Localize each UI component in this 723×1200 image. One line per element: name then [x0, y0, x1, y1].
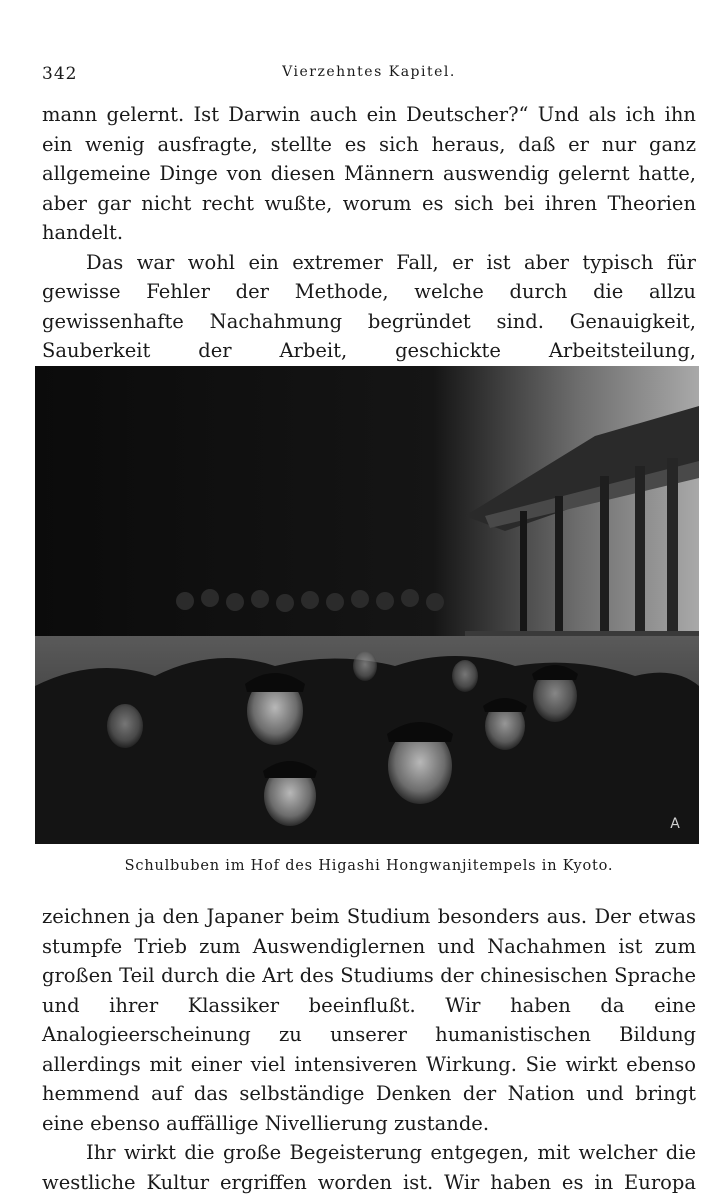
paragraph: mann gelernt. Ist Darwin auch ein Deutscher?“ Und als ich ihn ein wenig ausfragte, stellte es sich heraus, daß er nur ganz allgemeine Dinge von diesen Männern auswendig gelernt hatte, aber gar nicht recht wußte, worum es sich bei ihren Theorien handelt. — [42, 103, 696, 244]
body-text-bottom — [42, 902, 696, 1197]
temple-courtyard-photo — [35, 366, 699, 844]
svg-text:A: A — [670, 816, 680, 832]
photographer-monogram — [670, 816, 680, 832]
body-text-top — [42, 100, 696, 395]
page-number: 342 — [42, 64, 78, 84]
paragraph: Ihr wirkt die große Begeisterung entgegen, mit welcher die westliche Kultur ergriffen worden ist. Wir haben es in Europa — [42, 1141, 696, 1194]
paragraph: zeichnen ja den Japaner beim Studium besonders aus. Der etwas stumpfe Trieb zum Auswendiglernen und Nachahmen ist zum großen Teil durch die Art des Studiums der chinesischen Sprache und ihrer Klassiker beeinflußt. Wir haben da eine Analogieerscheinung zu unserer humanistischen Bildung allerdings mit einer viel intensiveren Wirkung. Sie wirkt ebenso hemmend auf das selbständige Denken der Nation und bringt eine ebenso auffällige Nivellierung zustande. — [42, 905, 696, 1135]
running-title: Vierzehntes Kapitel. — [282, 64, 456, 80]
photograph — [35, 366, 699, 844]
paragraph: Das war wohl ein extremer Fall, er ist aber typisch für gewisse Fehler der Methode, welche durch die allzu gewissenhafte Nachahmung begründet sind. Genauigkeit, Sauberkeit der Arbeit, geschickte Arbeitsteilung, — [42, 250, 696, 362]
page-header — [42, 62, 696, 88]
figure-caption: Schulbuben im Hof des Higashi Hongwanjitempels in Kyoto. — [124, 858, 614, 874]
